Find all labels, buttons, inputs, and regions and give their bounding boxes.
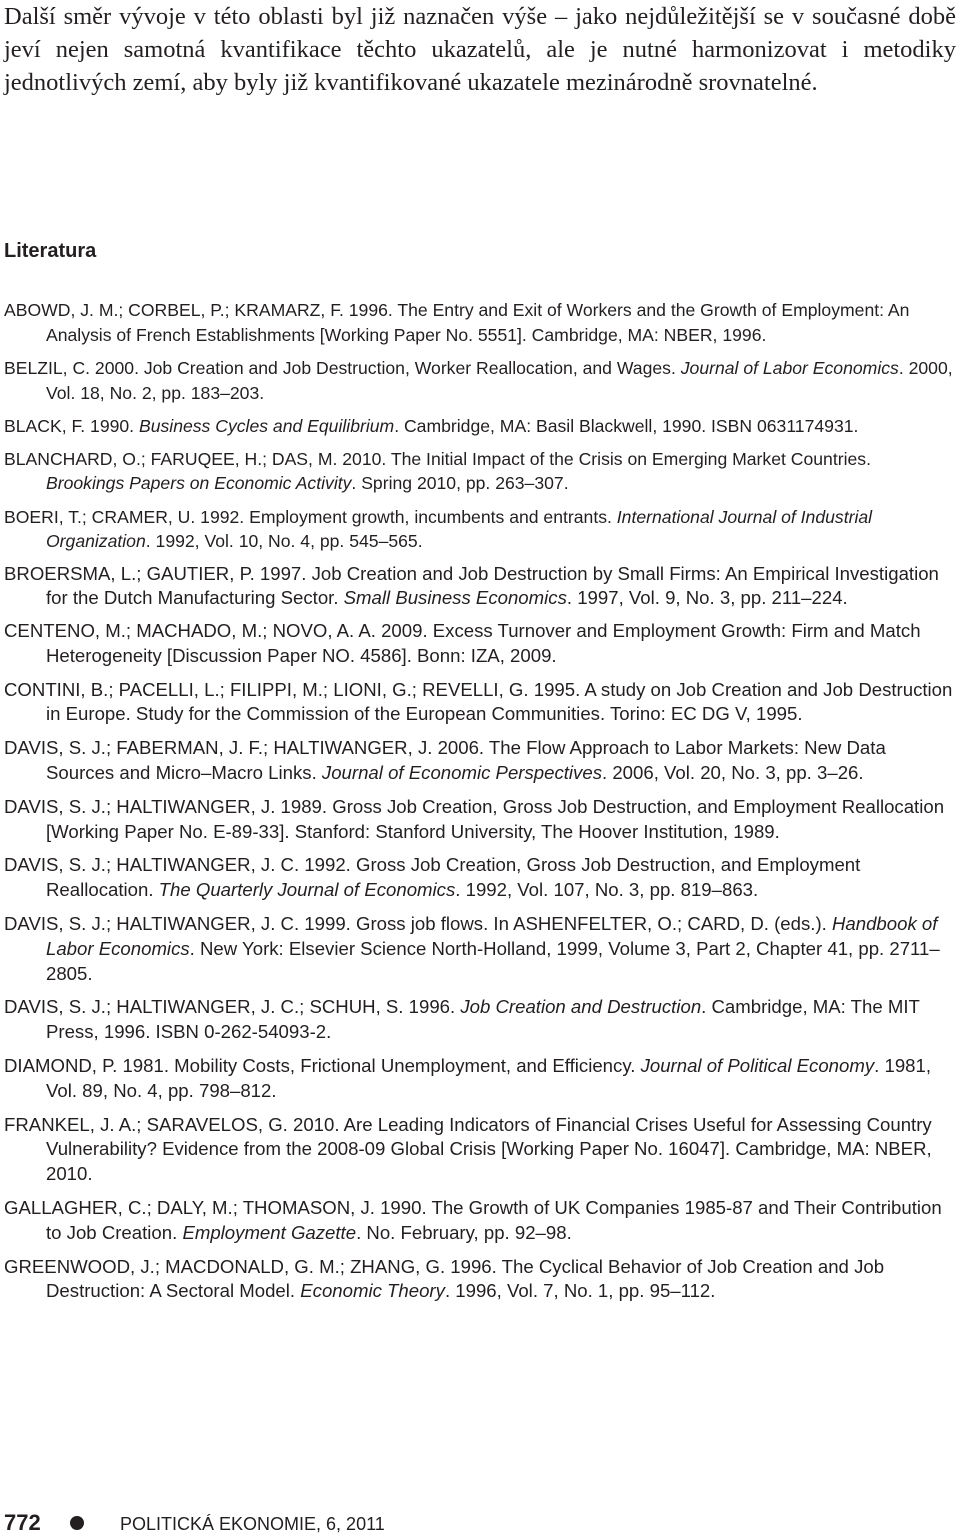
section-heading: Literatura	[4, 240, 97, 262]
reference-item: DAVIS, S. J.; HALTIWANGER, J. C. 1992. Gross Job Creation, Gross Job Destruction, and Employment Reallocation. The Quarterly Journal of Economics. 1992, Vol. 107, No. 3, pp. 819–863.	[4, 854, 861, 901]
reference-item: BLACK, F. 1990. Business Cycles and Equilibrium. Cambridge, MA: Basil Blackwell, 1990. ISBN 0631174931.	[4, 416, 859, 436]
reference-item: DAVIS, S. J.; HALTIWANGER, J. 1989. Gross Job Creation, Gross Job Destruction, and Employment Reallocation [Working Paper No. E-89-33]. Stanford: Stanford University, The Hoover Institution, 1989.	[4, 795, 945, 842]
reference-item: FRANKEL, J. A.; SARAVELOS, G. 2010. Are Leading Indicators of Financial Crises Useful for Assessing Country Vulnerability? Evidence from the 2008-09 Global Crisis [Working Paper No. 16047]. Cambridge, MA: NBER, 2010.	[4, 1113, 932, 1185]
reference-item: BROERSMA, L.; GAUTIER, P. 1997. Job Creation and Job Destruction by Small Firms: An Empirical Investigation for the Dutch Manufacturing Sector. Small Business Economics. 1997, Vol. 9, No. 3, pp. 211–224.	[4, 562, 939, 609]
reference-item: BLANCHARD, O.; FARUQEE, H.; DAS, M. 2010. The Initial Impact of the Crisis on Emerging Market Countries. Brookings Papers on Economic Activity. Spring 2010, pp. 263–307.	[4, 448, 871, 493]
journal-name: POLITICKÁ EKONOMIE, 6, 2011	[120, 1514, 385, 1534]
reference-item: CENTENO, M.; MACHADO, M.; NOVO, A. A. 2009. Excess Turnover and Employment Growth: Firm and Match Heterogeneity [Discussion Paper NO. 4586]. Bonn: IZA, 2009.	[4, 620, 921, 666]
reference-item: GALLAGHER, C.; DALY, M.; THOMASON, J. 1990. The Growth of UK Companies 1985-87 and Their Contribution to Job Creation. Employment Gazette. No. February, pp. 92–98.	[4, 1197, 942, 1243]
page-number: 772	[4, 1510, 41, 1535]
reference-list	[4, 298, 954, 1304]
reference-item: CONTINI, B.; PACELLI, L.; FILIPPI, M.; LIONI, G.; REVELLI, G. 1995. A study on Job Creation and Job Destruction in Europe. Study for the Commission of the European Communities. Torino: EC DG V, 1995.	[4, 678, 953, 725]
bullet-dot-icon	[70, 1516, 84, 1530]
reference-item: BELZIL, C. 2000. Job Creation and Job Destruction, Worker Reallocation, and Wages. Journal of Labor Economics. 2000, Vol. 18, No. 2, pp. 183–203.	[4, 358, 953, 403]
reference-item: GREENWOOD, J.; MACDONALD, G. M.; ZHANG, G. 1996. The Cyclical Behavior of Job Creation and Job Destruction: A Sectoral Model. Economic Theory. 1996, Vol. 7, No. 1, pp. 95–112.	[4, 1255, 885, 1302]
reference-item: DAVIS, S. J.; FABERMAN, J. F.; HALTIWANGER, J. 2006. The Flow Approach to Labor Markets: New Data Sources and Micro–Macro Links. Journal of Economic Perspectives. 2006, Vol. 20, No. 3, pp. 3–26.	[4, 737, 886, 784]
reference-item: ABOWD, J. M.; CORBEL, P.; KRAMARZ, F. 1996. The Entry and Exit of Workers and the Growth of Employment: An Analysis of French Establishments [Working Paper No. 5551]. Cambridge, MA: NBER, 1996.	[4, 300, 910, 345]
reference-item: BOERI, T.; CRAMER, U. 1992. Employment growth, incumbents and entrants. International Journal of Industrial Organization. 1992, Vol. 10, No. 4, pp. 545–565.	[4, 506, 873, 551]
reference-item: DAVIS, S. J.; HALTIWANGER, J. C.; SCHUH, S. 1996. Job Creation and Destruction. Cambridge, MA: The MIT Press, 1996. ISBN 0-262-54093-2.	[4, 996, 920, 1043]
intro-paragraph: Další směr vývoje v této oblasti byl již naznačen výše – jako nejdůležitější se v současné době jeví nejen samotná kvantifikace těchto ukazatelů, ale je nutné harmonizovat i metodiky jednotlivých zemí, aby byly již kvantifikované ukazatele mezinárodně srovnatelné.	[4, 3, 956, 96]
reference-item: DAVIS, S. J.; HALTIWANGER, J. C. 1999. Gross job flows. In ASHENFELTER, O.; CARD, D. (eds.). Handbook of Labor Economics. New York: Elsevier Science North-Holland, 1999, Volume 3, Part 2, Chapter 41, pp. 2711–2805.	[4, 913, 940, 984]
reference-item: DIAMOND, P. 1981. Mobility Costs, Frictional Unemployment, and Efficiency. Journal of Political Economy. 1981, Vol. 89, No. 4, pp. 798–812.	[4, 1055, 932, 1101]
